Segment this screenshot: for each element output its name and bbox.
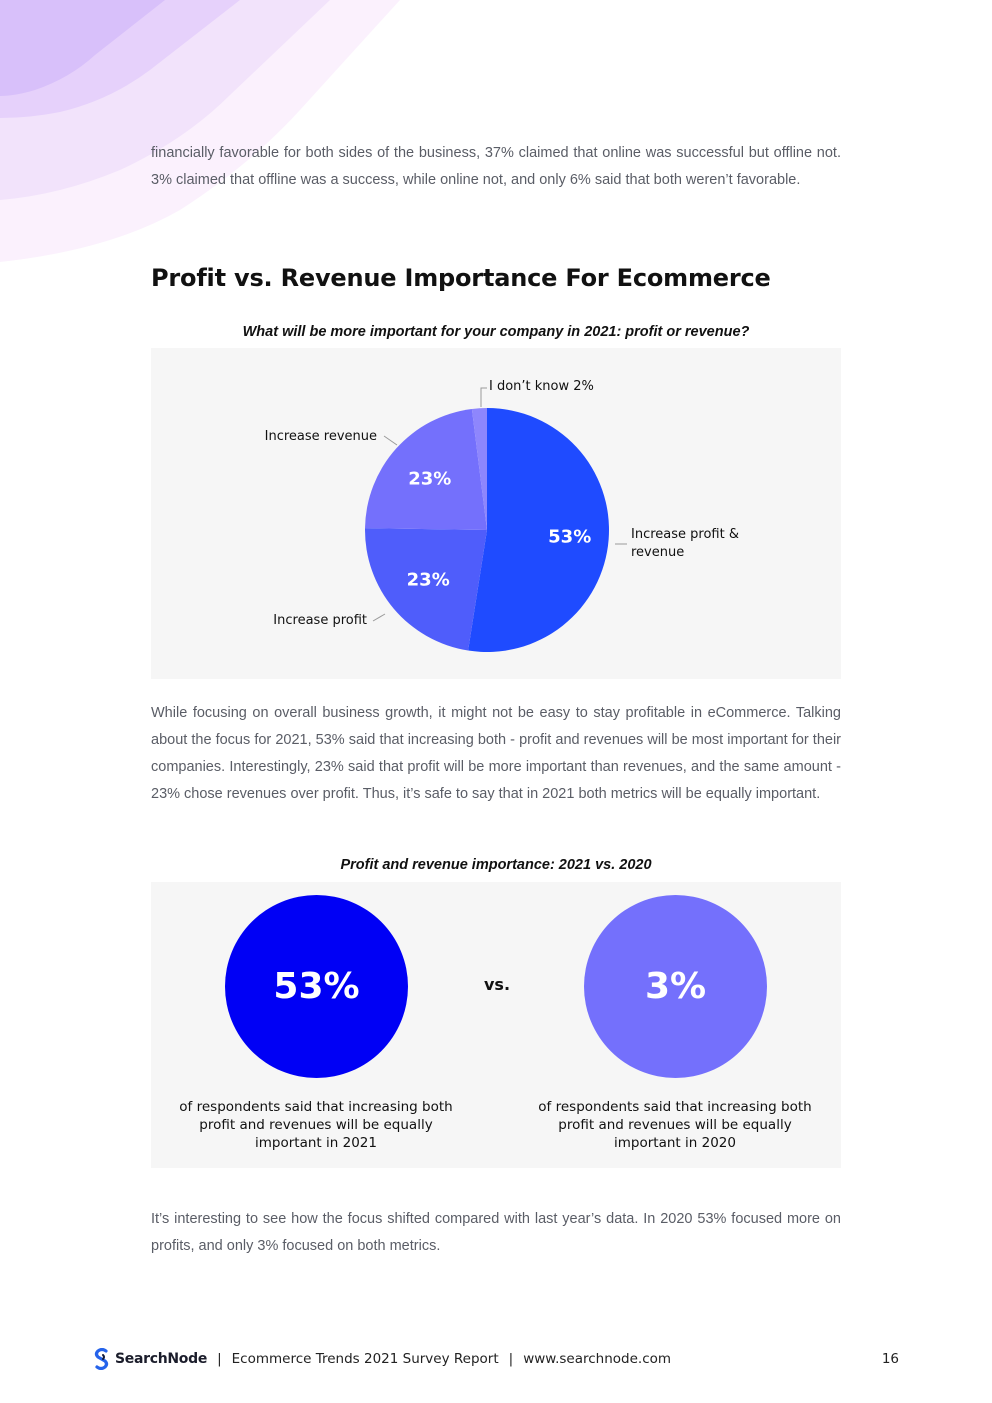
searchnode-logo-icon	[93, 1348, 111, 1370]
stat-circle-2021	[225, 895, 408, 1078]
footer-report-title: Ecommerce Trends 2021 Survey Report	[231, 1351, 499, 1367]
pie-chart	[151, 348, 841, 679]
footer-website-link[interactable]: www.searchnode.com	[523, 1351, 672, 1367]
stat-caption-2020: of respondents said that increasing both profit and revenues will be equally important in 2020	[538, 1099, 812, 1151]
pie-slice-value-label: 53%	[548, 526, 592, 548]
pie-slice-category-label: Increase revenue	[264, 429, 377, 444]
paragraph-3: It’s interesting to see how the focus shifted compared with last year’s data. In 2020 53% focused more on profits, and only 3% focused on both metrics.	[151, 1211, 841, 1254]
stat-value-2021: 53%	[273, 966, 360, 1007]
pie-slice-category-label: I don’t know 2%	[489, 379, 594, 394]
section-title: Profit vs. Revenue Importance For Ecommerce	[151, 264, 771, 292]
footer-separator: |	[508, 1351, 514, 1367]
stat-circle-2020	[584, 895, 767, 1078]
comparison-panel	[151, 882, 841, 1168]
pie-slice-value-label: 23%	[408, 468, 452, 490]
decorative-wave-background	[0, 0, 400, 270]
paragraph-2: While focusing on overall business growth, it might not be easy to stay profitable in eCommerce. Talking about the focus for 2021, 53% said that increasing both - profit and revenues will be most important for their companies. Interestingly, 23% said that profit will be more important than revenues, and the same amount - 23% chose revenues over profit. Thus, it’s safe to say that in 2021 both metrics will be equally important.	[151, 705, 841, 802]
pie-leader-line	[373, 614, 385, 621]
pie-leader-line	[481, 388, 487, 407]
pie-slice-value-label: 23%	[406, 569, 450, 591]
page-number: 16	[881, 1351, 899, 1367]
pie-chart-title: What will be more important for your company in 2021: profit or revenue?	[242, 324, 750, 340]
page-footer	[93, 1347, 899, 1371]
stat-value-2020: 3%	[644, 966, 707, 1007]
vs-label: vs.	[484, 975, 511, 994]
intro-paragraph: financially favorable for both sides of the business, 37% claimed that online was successful but offline not. 3% claimed that offline was a success, while online not, and only 6% said that both weren’t favorable.	[151, 145, 841, 188]
pie-chart-panel	[151, 348, 841, 679]
pie-leader-line	[384, 436, 397, 445]
stat-caption-2021: of respondents said that increasing both profit and revenues will be equally important in 2021	[179, 1099, 453, 1151]
comparison-title: Profit and revenue importance: 2021 vs. 2020	[340, 857, 652, 873]
pie-slice-category-label: Increase profit	[273, 613, 367, 628]
footer-brand: SearchNode	[115, 1351, 208, 1367]
pie-slice-category-label: Increase profit & revenue	[631, 527, 739, 560]
footer-separator: |	[217, 1351, 222, 1367]
